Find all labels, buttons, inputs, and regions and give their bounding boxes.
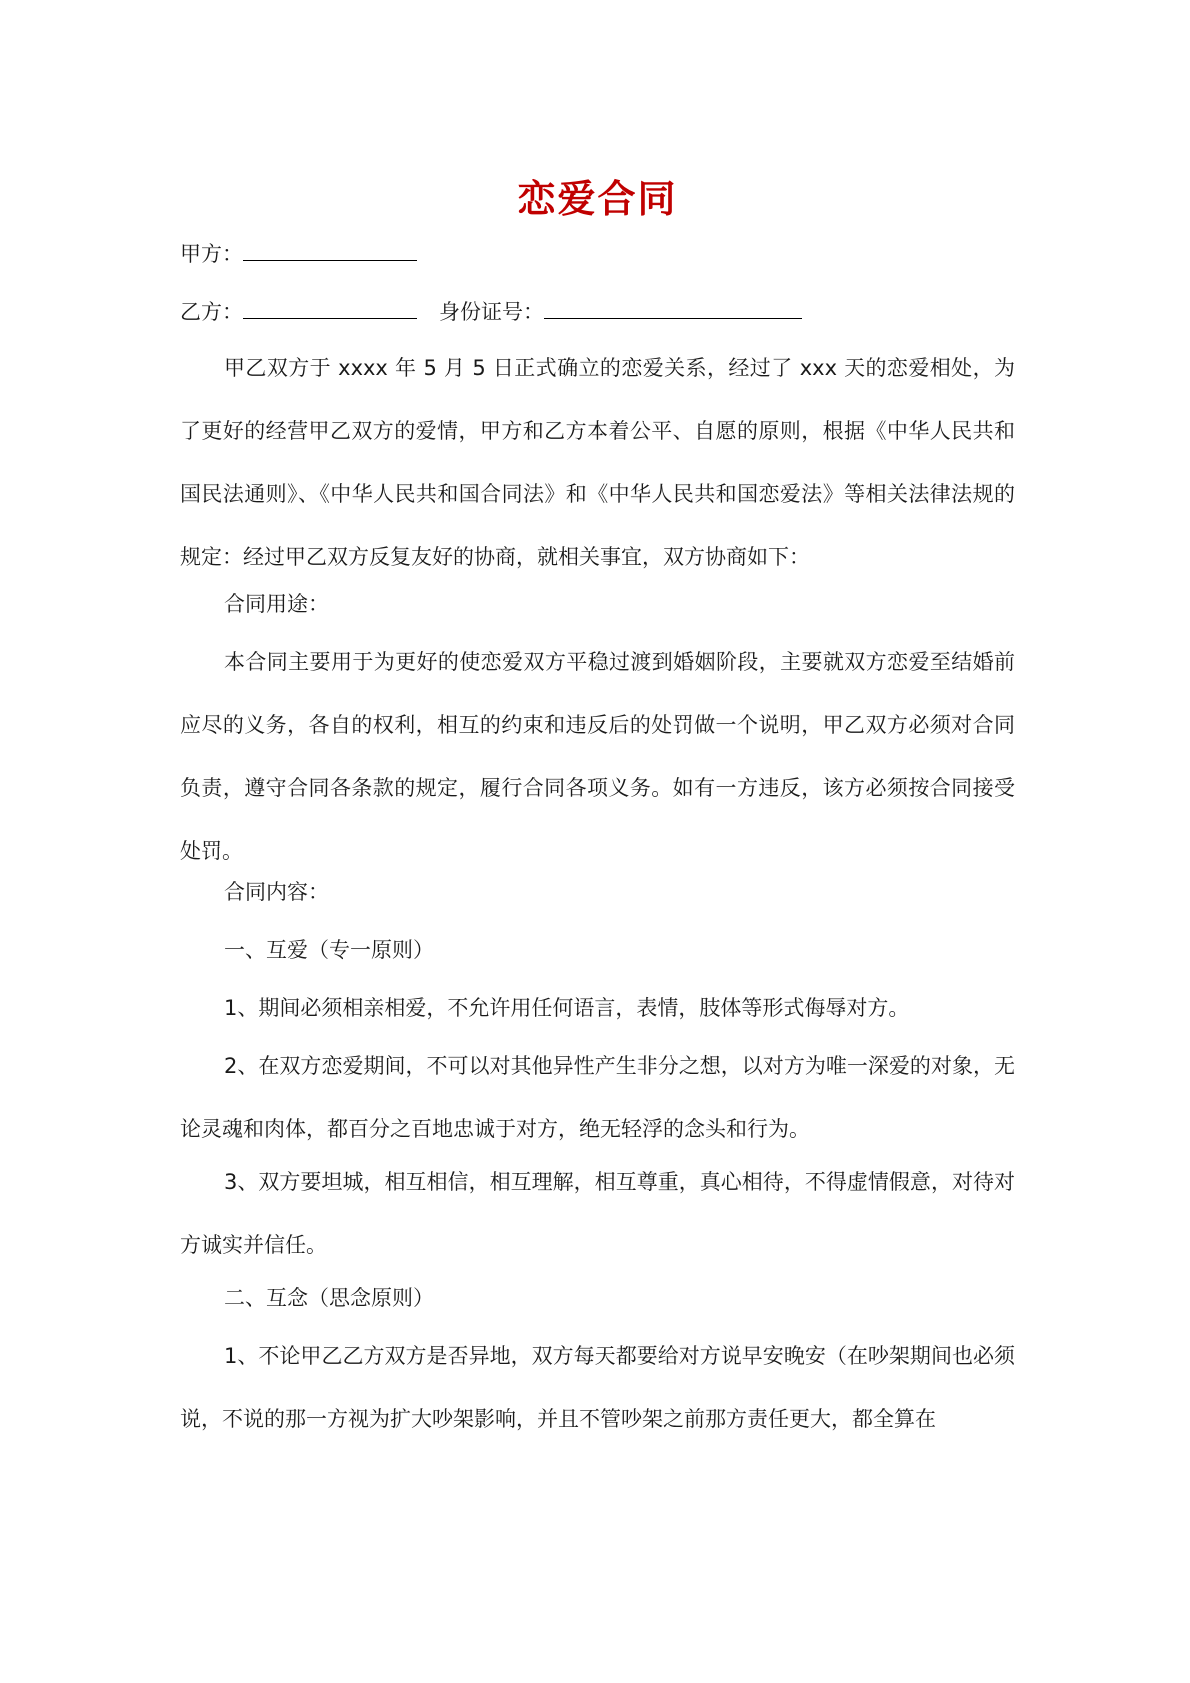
clause-2-1: 1、不论甲乙乙方双方是否异地，双方每天都要给对方说早安晚安（在吵架期间也必须说，不说的那一方视为扩大吵架影响，并且不管吵架之前那方责任更大，都全算在	[180, 1344, 1015, 1431]
document-title: 恋爱合同	[517, 177, 678, 221]
clause-1-1: 1、期间必须相亲相爱，不允许用任何语言，表情，肢体等形式侮辱对方。	[224, 996, 910, 1020]
intro-paragraph: 甲乙双方于 xxxx 年 5 月 5 日正式确立的恋爱关系，经过了 xxx 天的恋爱相处，为了更好的经营甲乙双方的爱情，甲方和乙方本着公平、自愿的原则，根据《中华人民共和国民法通则》、《中华人民共和国合同法》和《中华人民共和国恋爱法》等相关法律法规的规定：经过甲乙双方反复友好的协商，就相关事宜，双方协商如下：	[180, 356, 1015, 569]
section-heading-purpose: 合同用途：	[224, 592, 329, 616]
party-a-blank	[243, 238, 417, 261]
party-a-line	[180, 238, 417, 269]
clause-1-2: 2、在双方恋爱期间，不可以对其他异性产生非分之想，以对方为唯一深爱的对象，无论灵魂和肉体，都百分之百地忠诚于对方，绝无轻浮的念头和行为。	[180, 1054, 1015, 1141]
id-blank	[544, 296, 802, 319]
purpose-paragraph: 本合同主要用于为更好的使恋爱双方平稳过渡到婚姻阶段，主要就双方恋爱至结婚前应尽的义务，各自的权利，相互的约束和违反后的处罚做一个说明，甲乙双方必须对合同负责，遵守合同各条款的规定，履行合同各项义务。如有一方违反，该方必须按合同接受处罚。	[180, 650, 1015, 863]
article-heading-1: 一、互爱（专一原则）	[224, 938, 434, 962]
clause-1-3: 3、双方要坦城，相互相信，相互理解，相互尊重，真心相待，不得虚情假意，对待对方诚实并信任。	[180, 1170, 1015, 1257]
article-heading-2: 二、互念（思念原则）	[224, 1286, 434, 1310]
party-b-label: 乙方：	[180, 300, 243, 324]
section-heading-content: 合同内容：	[224, 880, 329, 904]
party-b-blank	[243, 296, 417, 319]
party-b-line	[180, 296, 802, 327]
party-a-label: 甲方：	[180, 242, 243, 266]
id-label: 身份证号：	[439, 300, 544, 324]
